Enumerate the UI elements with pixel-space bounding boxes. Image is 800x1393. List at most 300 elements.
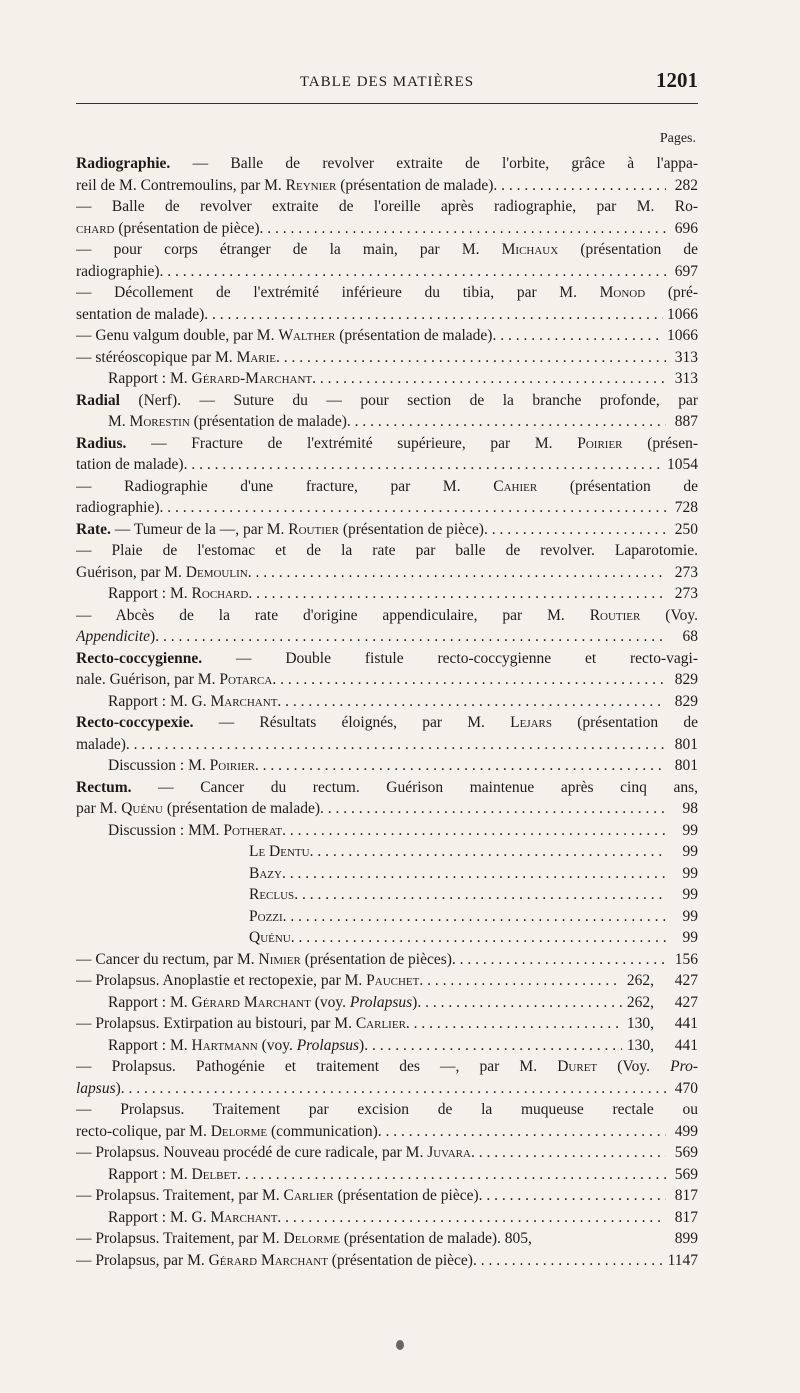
entry-text-run: — Prolapsus. Anoplastie et rectopexie, par M. [76,972,367,989]
dot-leader [155,626,666,648]
entry-text-run: (présentation de malade) [162,800,321,817]
index-line [76,669,698,691]
page-ref: 817 [674,1208,698,1226]
page-ref: 99 [682,864,698,882]
entry-text [76,949,452,971]
dot-leader [406,1013,622,1035]
entry-text-run: Duret [557,1058,598,1075]
dot-leader [320,798,666,820]
index-line [76,497,698,519]
running-title: TABLE DES MATIÈRES [299,74,475,90]
entry-text-run: Recto-coccygienne. [76,649,203,667]
page-header [76,68,698,98]
entry-text [76,454,184,476]
page-ref: 696 [674,219,698,237]
entry-text-run: Rate. [76,520,111,538]
index-line [76,454,698,476]
entry-text-run: Juvara [427,1144,471,1161]
index-line [76,691,698,713]
index-line [76,1185,698,1207]
entry-text-run: Pro- [670,1058,698,1075]
dot-leader [484,519,666,541]
entry-text-run: Rochard [191,585,249,602]
entry-text-run: Guérison, par M. [76,563,186,581]
dot-leader [277,1207,666,1229]
entry-text [76,198,698,215]
entry-text-run: Quénu [121,800,163,817]
entry-text-run: Routier [288,520,339,538]
entry-text-run: Discussion : M. [108,757,210,774]
page-ref: 99 [682,929,698,946]
dot-leader [272,669,666,691]
index-line [76,1142,698,1164]
entry-text-run: Michaux [501,241,559,258]
entry-text-run: Gérard Marchant [208,1251,328,1269]
index-line [76,261,698,283]
entry-text-run: (présentation de malade) [336,176,494,194]
entry-text-run: (voy. [257,1036,297,1054]
entry-text [76,1058,698,1075]
entry-text-run: chard [76,219,115,237]
entry-text [76,435,698,452]
index-line [76,1121,698,1143]
page-ref: 99 [682,821,698,839]
entry-text [108,691,277,713]
dot-leader [419,970,622,992]
entry-text [76,497,160,519]
entry-text [108,992,417,1014]
entry-text-run: — Cancer du rectum. Guérison maintenue après cinq ans, [131,778,698,796]
entry-text-run: par M. [76,800,122,817]
entry-text-run: Prolapsus [296,1036,360,1054]
dot-leader [160,497,667,519]
index-line [76,325,698,347]
entry-text-run: Hartmann [191,1036,258,1054]
index-line [76,712,698,734]
entry-text [76,650,698,667]
entry-text [76,1228,532,1250]
entry-text [76,478,698,495]
index-line [76,1035,698,1057]
entry-text [76,1078,121,1100]
entry-text-run: reil de M. Contremoulins, par M. [76,176,286,194]
index-line [76,304,698,326]
entry-text-run: — Prolapsus, par M. [76,1251,209,1269]
entry-text [76,626,155,648]
page-ref: 899 [674,1230,698,1247]
index-line [76,906,698,928]
page-ref: 130, [626,1015,654,1032]
entry-text-run: — Prolapsus. Traitement par excision de la muqueuse rectale ou [76,1101,698,1118]
dot-leader [294,884,666,906]
dot-leader [310,841,666,863]
dot-leader [184,454,663,476]
dot-leader [277,691,666,713]
entry-text-run: Delorme [210,1122,268,1140]
page-ref: 697 [674,262,698,280]
entry-text-run: Quénu [249,929,291,946]
entry-text [76,714,698,731]
entry-text [108,755,255,777]
page-ref: 817 [674,1187,698,1204]
entry-text-run: (communication) [267,1122,378,1140]
dot-leader [347,411,666,433]
page-ref: 262, [626,972,654,989]
dot-leader [121,1078,666,1100]
page-ref: 156 [674,950,698,968]
page-ref: 829 [674,671,698,688]
entry-text-run: ) [412,993,418,1011]
entry-text [76,175,493,197]
entry-text-run: — Prolapsus. Traitement, par M. [76,1187,284,1204]
page-ref: 829 [674,692,698,710]
index-line [76,583,698,605]
entry-text [249,863,282,885]
index-line [76,734,698,756]
dot-leader [276,347,666,369]
index-line [76,1056,698,1078]
entry-text [76,779,698,796]
entry-text-run: Pauchet [366,972,420,989]
entry-text-run: — Double fistule recto-coccygienne et recto-vagi- [202,649,698,667]
entry-text-run: — stéréoscopique par M. [76,348,237,366]
page-ref: 441 [674,1015,698,1032]
entry-text-run: Walther [278,327,336,344]
entry-text [76,1013,406,1035]
entry-text-run: — pour corps étranger de la main, par M. [76,241,502,258]
entry-text-run: ) [115,1079,121,1097]
entry-text [108,1207,277,1229]
index-line [76,540,698,562]
entry-text-run: Monod [599,284,646,301]
entry-text [76,607,698,624]
entry-text-run: — Radiographie d'une fracture, par M. [76,477,494,495]
index-line [76,1228,698,1250]
ink-speck [396,1340,404,1350]
page-ref: 273 [674,585,698,602]
page-ref: 130, [626,1036,654,1054]
entry-text-run: Gérard-Marchant [191,370,313,387]
index-line [76,411,698,433]
entry-text-run: Rapport : M. [108,370,192,387]
entry-text [76,347,276,369]
entry-text-run: tation de malade) [76,456,184,473]
entry-text [76,284,698,301]
entry-text [76,542,698,559]
index-line [76,798,698,820]
entry-text-run: Poirier [577,434,623,452]
entry-text-run: Recto-coccypexie. [76,714,194,731]
entry-text-run: Potarca [219,671,273,688]
entry-text-run: recto-colique, par M. [76,1122,211,1140]
index-line [76,239,698,261]
entry-text-run: — Fracture de l'extrémité supérieure, par M. [126,434,578,452]
entry-text [76,261,160,283]
entry-text-run: — Plaie de l'estomac et de la rate par balle de revolver. Laparotomie. [76,542,698,559]
entry-text-run: Delbet [191,1165,237,1183]
page-ref: 887 [674,413,698,430]
index-line [76,1013,698,1035]
dot-leader [364,1035,622,1057]
entry-text-run: malade) [76,735,126,753]
index-line [76,519,698,541]
entry-text [76,734,126,756]
entry-text-run: Routier [589,606,641,624]
entry-text-run: Radial [76,391,120,409]
entry-text-run: (Nerf). — Suture du — pour section de la branche profonde, par [119,391,698,409]
entry-text [76,970,419,992]
dot-leader [237,1164,666,1186]
entry-text-run: — Prolapsus. Extirpation au bistouri, par M. [76,1015,356,1032]
page-ref: 99 [682,907,698,925]
page-ref: 427 [674,993,698,1011]
index-line [76,196,698,218]
dot-leader [255,755,666,777]
page-ref: 801 [674,735,698,753]
entry-text-run: Marchant [210,692,278,710]
entry-text-run: Rectum. [76,778,132,796]
dot-leader [160,261,667,283]
dot-leader [471,1142,666,1164]
entry-text [76,155,698,172]
index-line [76,476,698,498]
entry-text-run: (présentation de [552,714,698,731]
page-ref: 282 [674,176,698,194]
entry-text-run: sentation de malade) [76,305,205,323]
entry-text-run: Radius. [76,434,127,452]
entry-text-run: (présentation de pièce) [338,520,484,538]
dot-leader [417,992,622,1014]
entry-text [76,1250,473,1272]
entry-text [249,927,291,949]
entry-text-run: Rapport : M. [108,1165,192,1183]
entry-text-run: — Décollement de l'extrémité inférieure du tibia, par M. [76,284,600,301]
index-line [76,949,698,971]
entry-text [76,392,698,409]
dot-leader [479,1185,666,1207]
entry-text [76,1185,479,1207]
entry-text-run: (présentation de malade) [335,327,493,344]
entry-text-run: M. [108,413,130,430]
index-line [76,562,698,584]
dot-leader [312,368,666,390]
page-ref: 427 [674,972,698,989]
header-rule [76,103,698,104]
page-ref: 470 [674,1079,698,1097]
entry-text [249,884,294,906]
entry-text-run: (présentation de [558,241,698,258]
page-ref: 99 [682,843,698,860]
page-ref: 313 [674,348,698,366]
entry-text-run: — Genu valgum double, par M. [76,327,279,344]
entry-text-run: Rapport : M. [108,993,192,1011]
dot-leader [492,325,663,347]
page-ref: 1054 [667,456,698,473]
dot-leader [283,906,666,928]
entry-text-run: Marchant [210,1208,278,1226]
entry-text [249,841,310,863]
index-line [76,992,698,1014]
entry-text-run: (voy. [310,993,350,1011]
index-line [76,433,698,455]
dot-leader [282,863,666,885]
entry-text-run: Reclus [249,886,295,903]
entry-text-run: radiographie) [76,499,160,516]
entry-text [76,241,698,258]
page-ref: 441 [674,1036,698,1054]
entry-text-run: lapsus [76,1079,116,1097]
page-ref: 569 [674,1144,698,1161]
index-line [76,841,698,863]
entry-text-run: Demoulin [185,563,248,581]
entry-text-run: Discussion : MM. [108,821,224,839]
index-line [76,927,698,949]
entry-text-run: Bazy [249,864,282,882]
dot-leader [126,734,666,756]
index-line [76,777,698,799]
entry-text [76,304,204,326]
entry-text-run: — Prolapsus. Traitement, par M. [76,1230,284,1247]
dot-leader [493,175,666,197]
entry-text [76,669,272,691]
dot-leader [473,1250,664,1272]
page-ref: 1066 [667,327,698,344]
page-ref: 728 [674,499,698,516]
entry-text [76,798,320,820]
entry-text [76,325,492,347]
index-body [76,153,698,1271]
dot-leader [452,949,666,971]
entry-text-run: Prolapsus [349,993,413,1011]
entry-text-run: — Tumeur de la —, par M. [110,520,289,538]
entry-text-run: (présen- [622,434,698,452]
index-line [76,1164,698,1186]
index-line [76,1078,698,1100]
entry-text-run: (pré- [645,284,698,301]
page-ref: 98 [682,800,698,817]
entry-text-run: Carlier [355,1015,406,1032]
index-line [76,648,698,670]
index-line [76,755,698,777]
entry-text-run: nale. Guérison, par M. [76,671,220,688]
entry-text [108,583,248,605]
entry-text-run: — Prolapsus. Nouveau procédé de cure radicale, par M. [76,1144,428,1161]
entry-text [108,820,282,842]
page-ref: 801 [674,757,698,774]
entry-text [249,906,283,928]
entry-text-run: Cahier [493,477,538,495]
entry-text-run: — Balle de revolver extraite de l'orbite, grâce à l'appa- [170,155,698,172]
entry-text-run: Rapport : M. [108,1036,192,1054]
index-line [76,218,698,240]
entry-text-run: Lejars [510,714,553,731]
dot-leader [204,304,663,326]
entry-text-run: (présentation de pièce) [327,1251,473,1269]
entry-text-run: (présentation de pièces) [300,950,452,968]
index-line [76,605,698,627]
index-line [76,1099,698,1121]
entry-text [76,562,248,584]
entry-text-run: (présentation de pièce) [333,1187,479,1204]
entry-text-run: (Voy. [640,606,698,624]
entry-text [76,1142,471,1164]
index-line [76,282,698,304]
entry-text-run: (présentation de pièce) [114,219,260,237]
index-line [76,863,698,885]
page-number: 1201 [656,68,698,92]
entry-text-run: — Prolapsus. Pathogénie et traitement des —, par M. [76,1058,558,1075]
page-ref: 1066 [667,305,698,323]
entry-text [76,519,484,541]
entry-text-run: Nimier [258,950,301,968]
page-ref: 68 [682,628,698,645]
index-line [76,153,698,175]
entry-text-run: Potherat [223,821,283,839]
entry-text-run: Carlier [283,1187,334,1204]
entry-text [108,411,347,433]
entry-text-run: Reynier [285,176,337,194]
entry-text-run: (présentation de malade) [189,413,347,430]
entry-text-run: radiographie) [76,262,160,280]
index-line [76,970,698,992]
dot-leader [378,1121,666,1143]
index-line [76,390,698,412]
index-line [76,347,698,369]
entry-text [76,218,260,240]
index-line [76,884,698,906]
page-ref: 499 [674,1122,698,1140]
page-ref: 1147 [667,1251,698,1269]
index-line [76,368,698,390]
entry-text-run: Poirier [209,757,255,774]
index-line [76,1250,698,1272]
entry-text [76,1121,378,1143]
page-ref: 273 [674,563,698,581]
entry-text-run: — Résultats éloignés, par M. [193,714,511,731]
entry-text-run: (Voy. [597,1058,671,1075]
entry-text-run: Rapport : M. G. [108,1208,211,1226]
entry-text-run: — Cancer du rectum, par M. [76,950,259,968]
dot-leader [260,218,666,240]
entry-text-run: Gérard Marchant [191,993,311,1011]
entry-text-run: — Abcès de la rate d'origine appendiculaire, par M. [76,606,590,624]
entry-text [76,1101,698,1118]
entry-text-run: Appendicite [76,628,151,645]
entry-text-run: Pozzi [249,907,283,925]
entry-text-run: ) [359,1036,365,1054]
index-line [76,626,698,648]
page-ref: 262, [626,993,654,1011]
dot-leader [248,583,666,605]
page-ref: 99 [682,886,698,903]
entry-text [108,1035,364,1057]
entry-text-run: Rapport : M. [108,585,192,602]
page-ref: 569 [674,1165,698,1183]
entry-text-run: (présentation de [537,477,698,495]
entry-text [108,368,312,390]
dot-leader [282,820,666,842]
pages-column-label: Pages. [659,131,696,146]
page-ref: 313 [674,370,698,387]
index-line [76,1207,698,1229]
page-ref: 250 [674,520,698,538]
entry-text-run: Morestin [129,413,190,430]
entry-text-run: — Balle de revolver extraite de l'oreille après radiographie, par M. Ro- [76,198,698,215]
entry-text-run: Le Dentu [249,843,310,860]
index-line [76,175,698,197]
entry-text-run: (présentation de malade). 805, [339,1230,532,1247]
entry-text-run: ) [150,628,156,645]
